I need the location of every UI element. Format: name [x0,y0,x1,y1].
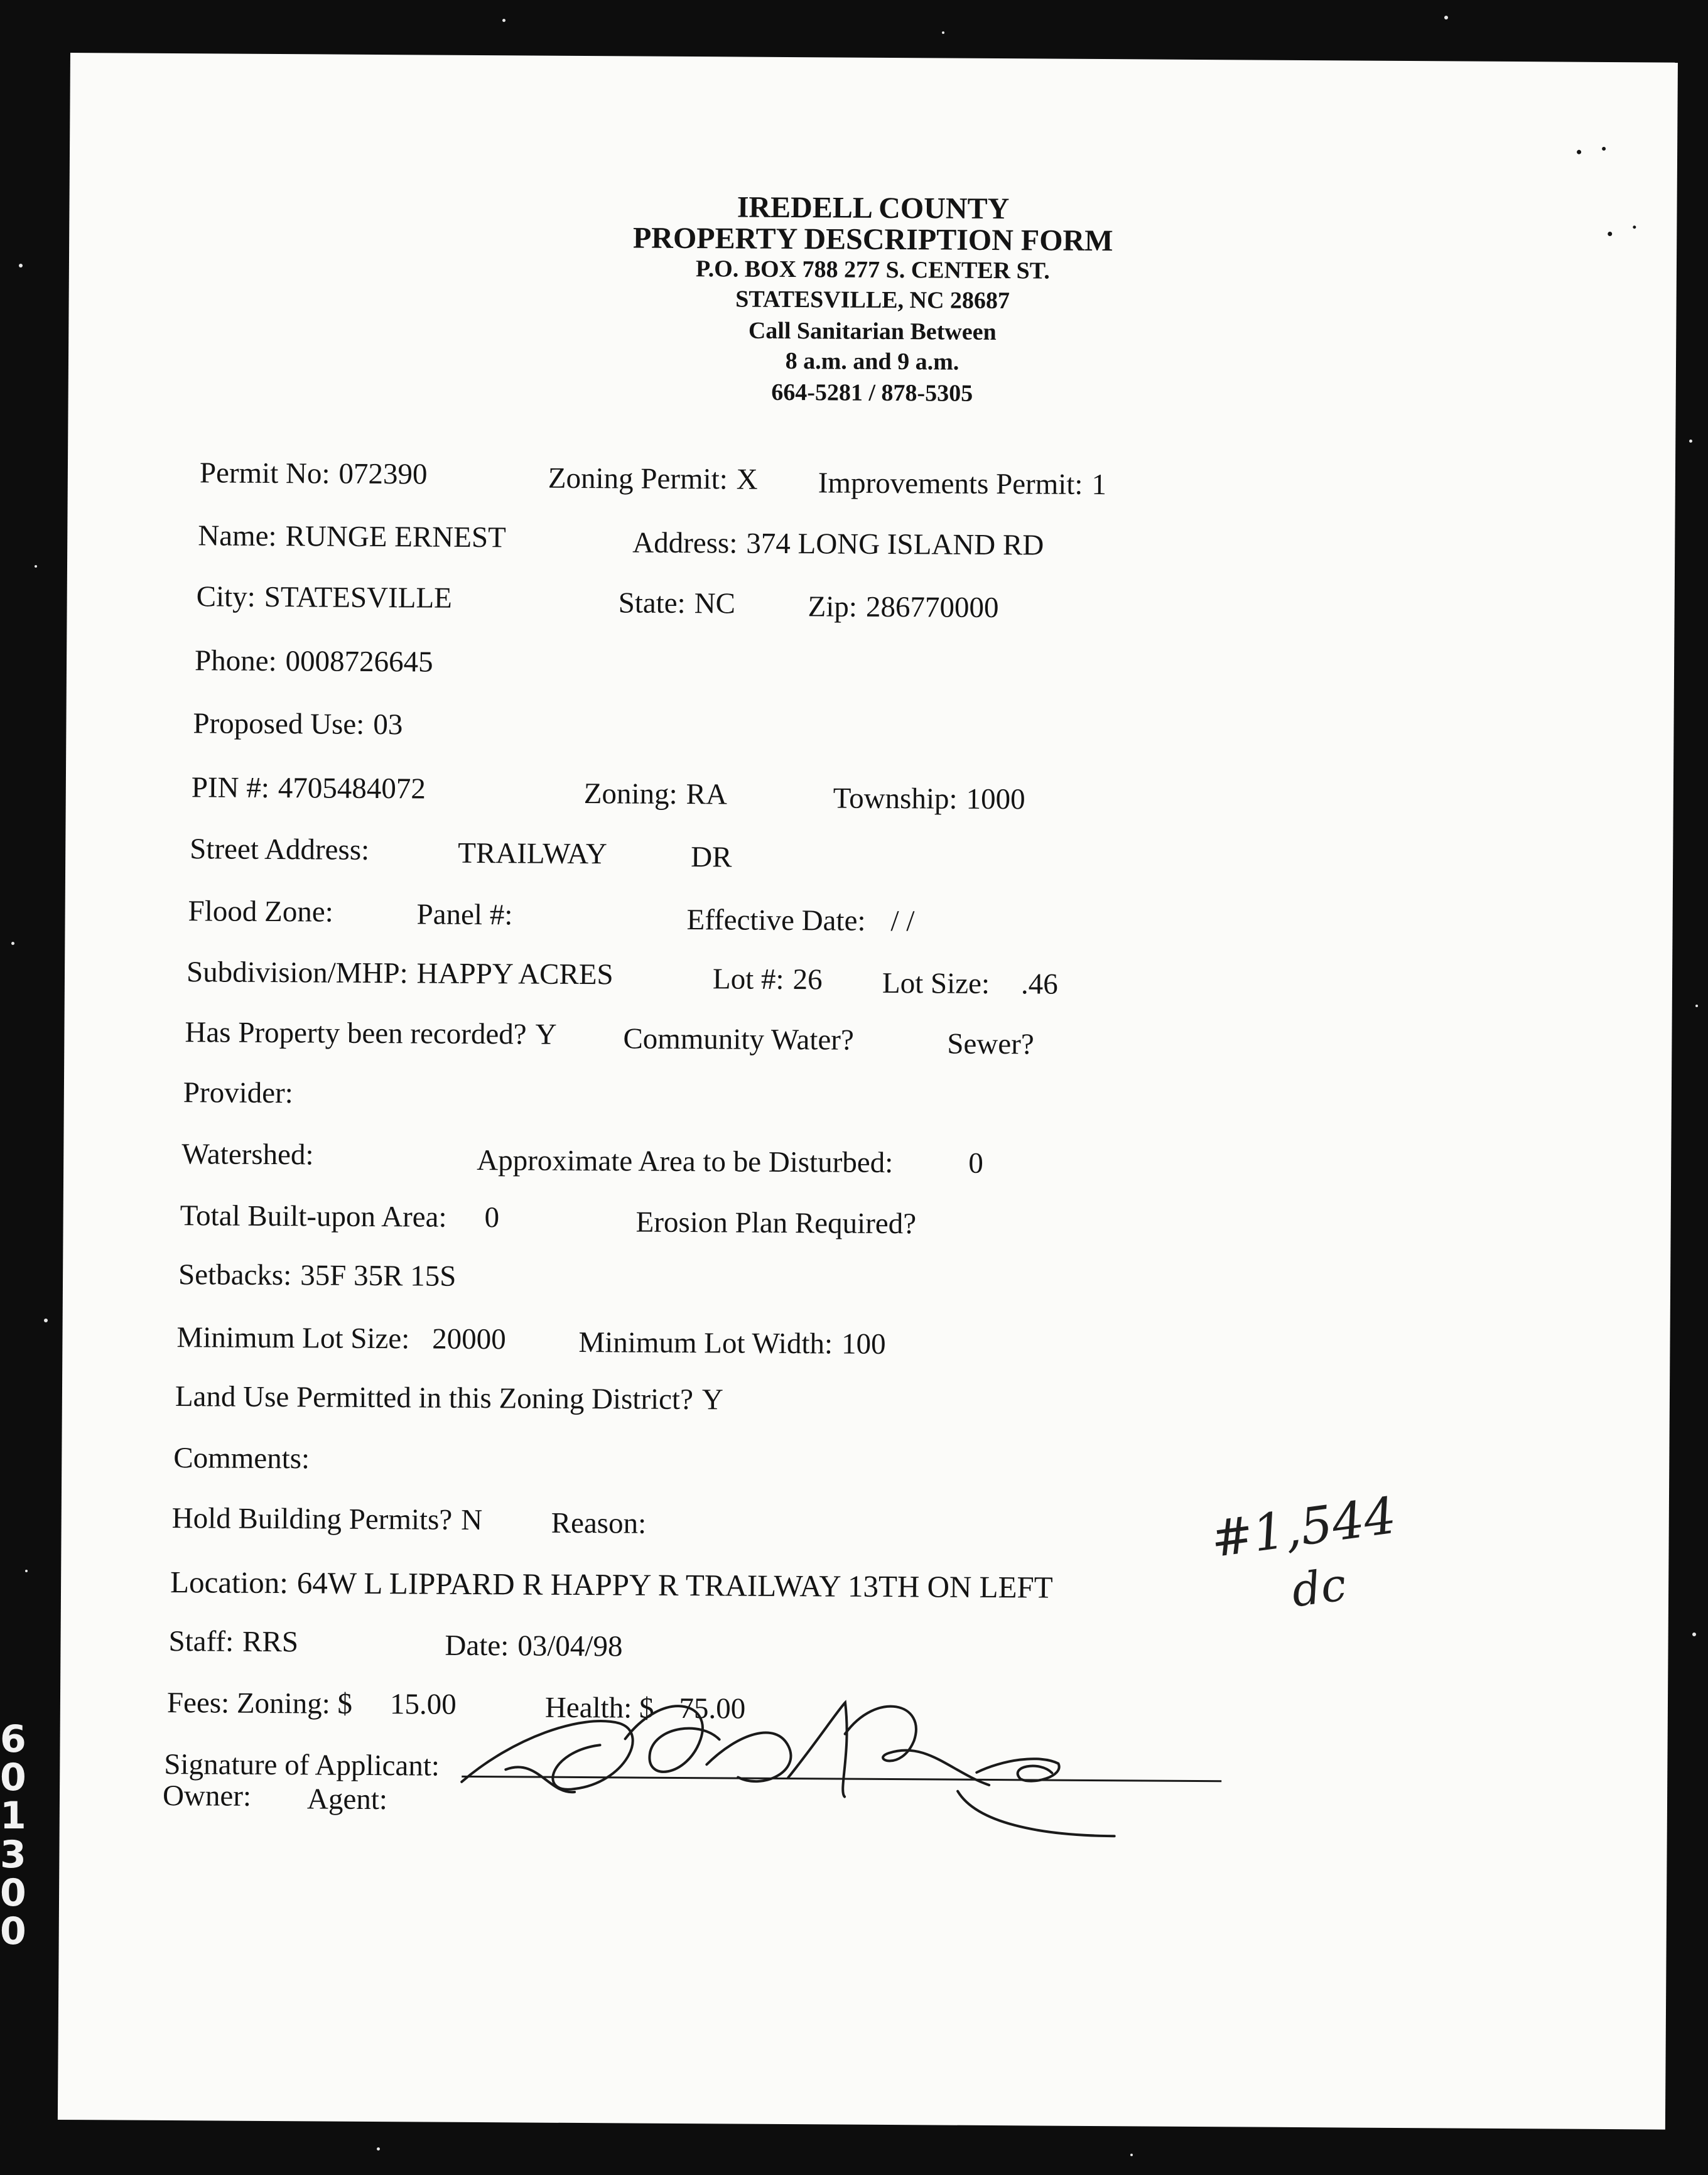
land-use-label: Land Use Permitted in this Zoning District? [175,1380,694,1417]
hold-label: Hold Building Permits? [171,1502,453,1536]
date-label: Date: [445,1629,509,1663]
hold-value: N [461,1503,483,1537]
land-use-field [175,1382,723,1415]
call-hours: 8 a.m. and 9 a.m. [785,347,959,375]
state-value: NC [694,587,736,620]
staff-value: RRS [242,1625,299,1659]
improvements-permit-value: 1 [1091,468,1107,502]
township-field [833,784,1025,814]
min-lot-width-field [578,1325,886,1361]
side-stamp-char: 3 [0,1832,26,1877]
phone-label: Phone: [194,644,277,678]
date-field [445,1631,622,1662]
proposed-use-value: 03 [373,708,403,742]
street-address-label: Street Address: [190,833,370,866]
zoning-label: Zoning: [583,777,678,811]
lot-size-label: Lot Size: [882,966,990,1000]
lot-size-field [882,966,1058,1001]
name-field [198,521,506,553]
city-label: City: [196,580,256,613]
address-value: 374 LONG ISLAND RD [746,527,1044,562]
zip-label: Zip: [808,590,858,623]
hold-field [172,1504,483,1535]
effective-date-label: Effective Date: [686,904,866,937]
setbacks-field [178,1260,457,1292]
recorded-label: Has Property been recorded? [185,1016,527,1051]
built-upon-label: Total Built-upon Area: [180,1199,447,1234]
city-value: STATESVILLE [264,580,453,615]
city-state-zip: STATESVILLE, NC 28687 [735,286,1010,315]
area-disturbed-value: 0 [968,1147,983,1180]
min-lot-size-field [176,1323,506,1354]
state-label: State: [618,586,686,620]
street-name-value: TRAILWAY [458,836,607,871]
effective-date-field [686,905,914,936]
location-field [170,1567,1053,1603]
erosion-label: Erosion Plan Required? [635,1206,917,1241]
reason-label: Reason: [551,1506,647,1540]
side-stamp-char: 0 [0,1870,26,1915]
fees-zoning-field [167,1688,457,1720]
sanitarian-note: Call Sanitarian Between [748,317,997,346]
area-disturbed-field [477,1143,983,1180]
side-stamp [0,1717,26,1953]
zip-field [808,592,998,623]
fees-zoning-label: Fees: Zoning: $ [166,1686,353,1720]
street-suffix-value: DR [691,841,732,874]
side-stamp-char: 6 [0,1717,26,1761]
po-box-address: P.O. BOX 788 277 S. CENTER ST. [695,256,1050,284]
min-lot-size-value: 20000 [432,1322,506,1356]
zip-value: 286770000 [865,590,999,625]
zoning-permit-field [548,461,758,496]
min-lot-width-value: 100 [841,1327,886,1361]
subdivision-label: Subdivision/MHP: [186,956,408,990]
staff-field [168,1627,298,1657]
township-label: Township: [833,782,958,816]
effective-date-value: / / [890,905,915,938]
community-water-label: Community Water? [623,1022,854,1057]
recorded-field [185,1018,556,1050]
address-field [632,528,1044,560]
panel-label: Panel #: [416,898,513,932]
zoning-permit-label: Zoning Permit: [548,461,728,496]
lot-no-field [713,964,823,995]
address-label: Address: [632,526,738,560]
improvements-permit-label: Improvements Permit: [818,467,1083,501]
comments-label: Comments: [173,1442,310,1476]
phone-numbers: 664-5281 / 878-5305 [771,379,973,407]
sewer-label: Sewer? [947,1027,1034,1061]
zoning-value: RA [686,778,728,811]
fees-health-label: Health: $ [544,1691,654,1725]
fees-zoning-value: 15.00 [389,1688,457,1721]
location-value: 64W L LIPPARD R HAPPY R TRAILWAY 13TH ON LEFT [296,1565,1053,1605]
state-field [619,588,736,618]
fees-health-value: 75.00 [679,1692,746,1725]
improvements-permit-field [818,468,1106,500]
min-lot-size-label: Minimum Lot Size: [176,1321,410,1356]
subdivision-field [186,958,613,990]
county-title: IREDELL COUNTY [737,190,1010,226]
handwritten-initials: dc [1288,1557,1349,1617]
staff-label: Staff: [168,1625,234,1658]
proposed-use-label: Proposed Use: [193,707,365,741]
pin-field [192,773,426,804]
zoning-field [584,779,727,809]
name-value: RUNGE ERNEST [285,520,506,554]
city-field [197,582,452,613]
recorded-value: Y [535,1018,557,1051]
street-address-field [190,834,369,865]
side-stamp-char: 1 [0,1794,26,1838]
side-stamp-char: 0 [0,1909,26,1953]
provider-label: Provider: [183,1076,293,1110]
location-label: Location: [170,1565,289,1600]
date-value: 03/04/98 [517,1629,623,1663]
owner-label: Owner: [162,1779,252,1813]
name-label: Name: [198,519,277,553]
side-stamp-char: 0 [0,1756,26,1800]
agent-label: Agent: [306,1783,388,1816]
township-value: 1000 [966,782,1025,816]
permit-no-value: 072390 [338,457,428,491]
lot-size-value: .46 [1020,968,1058,1001]
phone-field [195,646,433,677]
zoning-permit-value: X [736,463,758,496]
phone-value: 0008726645 [285,645,433,679]
permit-no-field [200,458,428,489]
proposed-use-field [193,709,403,740]
min-lot-width-label: Minimum Lot Width: [578,1325,833,1361]
flood-zone-label: Flood Zone: [188,895,333,929]
land-use-value: Y [701,1383,724,1417]
signature-label: Signature of Applicant: [164,1747,440,1783]
watershed-label: Watershed: [181,1138,314,1172]
subdivision-value: HAPPY ACRES [416,957,613,991]
pin-value: 4705484072 [278,772,426,806]
permit-no-label: Permit No: [199,456,330,490]
form-title: PROPERTY DESCRIPTION FORM [632,221,1113,258]
document-page [58,53,1678,2130]
built-upon-value: 0 [484,1201,500,1234]
handwritten-number: #1,544 [1207,1486,1400,1569]
lot-no-value: 26 [792,963,823,996]
area-disturbed-label: Approximate Area to be Disturbed: [477,1143,894,1180]
applicant-signature [436,1663,1191,1855]
setbacks-value: 35F 35R 15S [300,1259,457,1293]
pin-label: PIN #: [191,771,270,804]
lot-no-label: Lot #: [712,963,784,996]
setbacks-label: Setbacks: [178,1258,292,1292]
built-upon-field [180,1201,500,1233]
